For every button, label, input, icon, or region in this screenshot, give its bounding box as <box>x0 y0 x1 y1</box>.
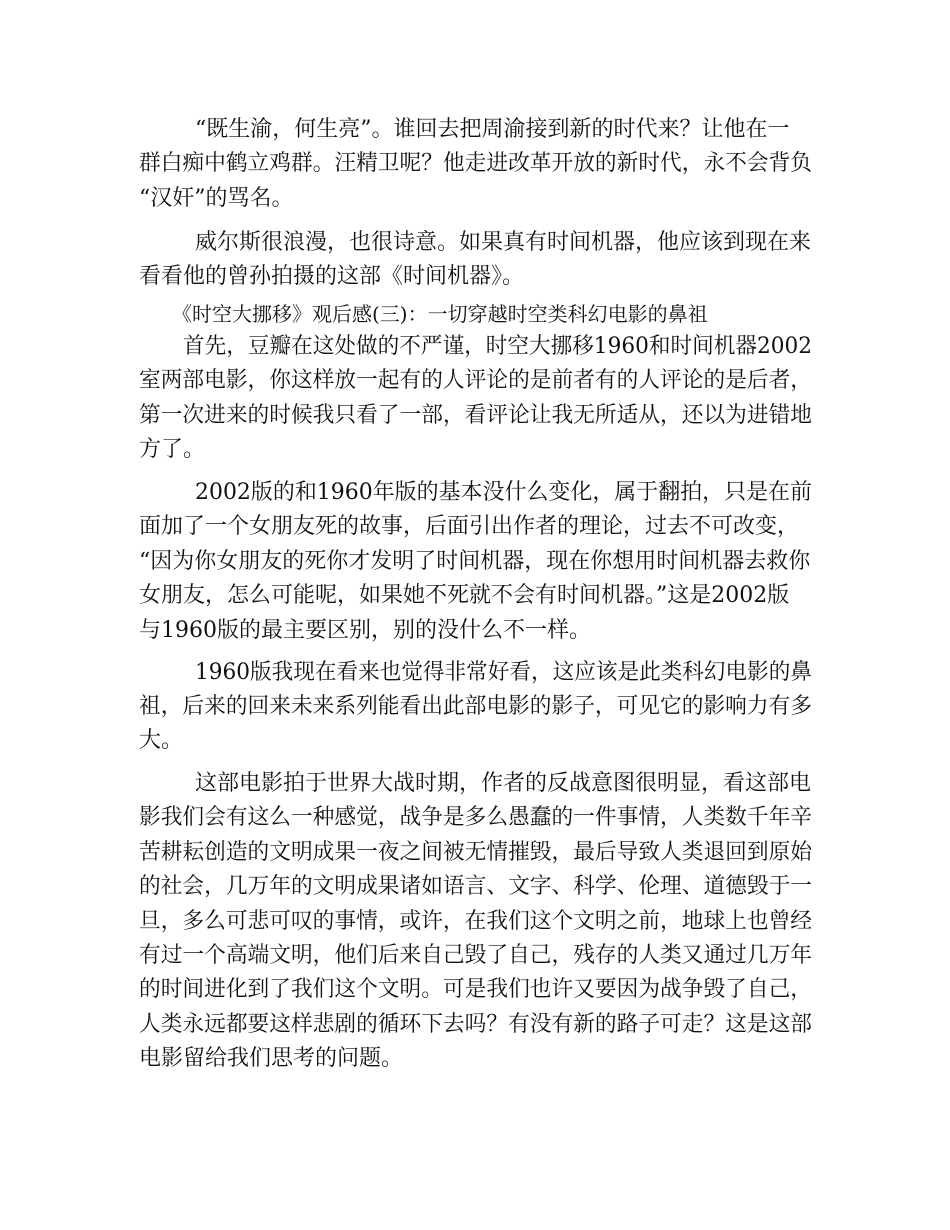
text-line: 旦，多么可悲可叹的事情，或许，在我们这个文明之前，地球上也曾经 <box>139 909 813 934</box>
text-line: 祖，后来的回来未来系列能看出此部电影的影子，可见它的影响力有多 <box>139 694 813 719</box>
text-line: 电影留给我们思考的问题。 <box>139 1046 404 1071</box>
text-line: 面加了一个女朋友死的故事，后面引出作者的理论，过去不可改变， <box>139 514 800 539</box>
text-line: “汉奸”的骂名。 <box>139 186 294 211</box>
text-line: 影我们会有这么一种感觉，战争是多么愚蠢的一件事情，人类数千年辛 <box>139 805 813 830</box>
text-line: 看看他的曾孙拍摄的这部《时间机器》。 <box>139 264 525 289</box>
text-line: 有过一个高端文明，他们后来自己毁了自己，残存的人类又通过几万年 <box>139 943 813 968</box>
text-line: 室两部电影，你这样放一起有的人评论的是前者有的人评论的是后者， <box>139 368 813 393</box>
text-line: 的时间进化到了我们这个文明。可是我们也许又要因为战争毁了自己， <box>139 977 813 1002</box>
text-line: 方了。 <box>139 437 206 462</box>
text-line: 首先，豆瓣在这处做的不严谨，时空大挪移1960和时间机器2002 <box>183 334 812 359</box>
text-line: 苦耕耘创造的文明成果一夜之间被无情摧毁，最后导致人类退回到原始 <box>139 840 813 865</box>
text-line: 1960版我现在看来也觉得非常好看，这应该是此类科幻电影的鼻 <box>195 660 813 685</box>
text-line: 与1960版的最主要区别，别的没什么不一样。 <box>139 618 591 643</box>
text-line: 2002版的和1960年版的基本没什么变化，属于翻拍，只是在前 <box>195 480 812 505</box>
text-line: 群白痴中鹤立鸡群。汪精卫呢？他走进改革开放的新时代，永不会背负 <box>139 151 813 176</box>
text-line: 大。 <box>139 728 184 753</box>
text-line: “因为你女朋友的死你才发明了时间机器，现在你想用时间机器去救你 <box>139 549 811 574</box>
text-line: 女朋友，怎么可能呢，如果她不死就不会有时间机器。”这是2002版 <box>139 583 790 608</box>
text-line: 这部电影拍于世界大战时期，作者的反战意图很明显，看这部电 <box>195 771 812 796</box>
text-line: 人类永远都要这样悲剧的循环下去吗？有没有新的路子可走？这是这部 <box>139 1012 813 1037</box>
text-line: “既生渝，何生亮”。谁回去把周渝接到新的时代来？让他在一 <box>195 117 790 142</box>
text-line: 的社会，几万年的文明成果诸如语言、文字、科学、伦理、道德毁于一 <box>139 874 813 899</box>
text-line: 威尔斯很浪漫，也很诗意。如果真有时间机器，他应该到现在来 <box>195 230 812 255</box>
section-heading: 《时空大挪移》观后感(三)：一切穿越时空类科幻电影的鼻祖 <box>172 302 708 326</box>
text-line: 第一次进来的时候我只看了一部，看评论让我无所适从，还以为进错地 <box>139 403 813 428</box>
